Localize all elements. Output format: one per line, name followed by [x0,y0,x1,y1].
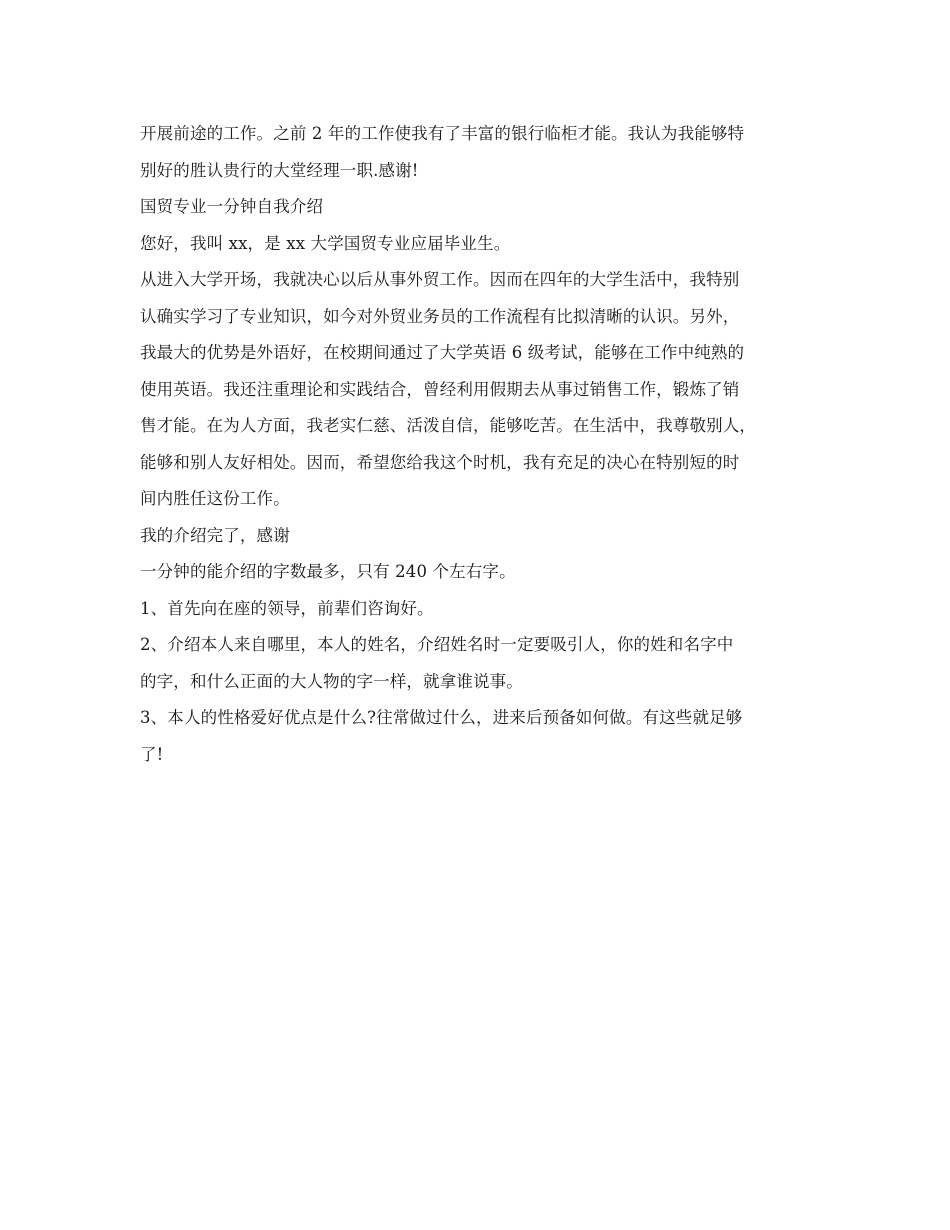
text-line: 间内胜任这份工作。 [140,489,290,508]
list-item: 1、首先向在座的领导，前辈们咨询好。 [140,598,434,618]
list-item-continuation: 的字，和什么正面的大人物的字一样，就拿谁说事。 [140,671,523,691]
text-line: 认确实学习了专业知识，如今对外贸业务员的工作流程有比拟清晰的认识。另外， [140,306,740,326]
document-body [140,116,820,773]
text-line: 别好的胜认贵行的大堂经理一职.感谢! [140,160,419,180]
text-line: 使用英语。我还注重理论和实践结合，曾经利用假期去从事过销售工作，锻炼了销 [140,379,740,399]
text-line: 开展前途的工作。之前 2 年的工作使我有了丰富的银行临柜才能。我认为我能够特 [140,124,745,143]
text-line: 从进入大学开场，我就决心以后从事外贸工作。因而在四年的大学生活中，我特别 [140,270,740,289]
text-line: 售才能。在为人方面，我老实仁慈、活泼自信，能够吃苦。在生活中，我尊敬别人， [140,416,757,435]
text-line: 我最大的优势是外语好，在校期间通过了大学英语 6 级考试，能够在工作中纯熟的 [140,343,745,362]
text-line: 能够和别人友好相处。因而，希望您给我这个时机，我有充足的决心在特别短的时 [140,452,740,472]
text-line: 我的介绍完了，感谢 [140,525,290,545]
text-line: 您好，我叫 xx，是 xx 大学国贸专业应届毕业生。 [140,233,511,253]
section-heading: 国贸专业一分钟自我介绍 [140,197,324,216]
list-item: 3、本人的性格爱好优点是什么?往常做过什么，进来后预备如何做。有这些就足够 [140,708,743,727]
text-line: 一分钟的能介绍的字数最多，只有 240 个左右字。 [140,562,516,581]
list-item: 2、介绍本人来自哪里，本人的姓名，介绍姓名时一定要吸引人，你的姓和名字中 [140,635,734,654]
list-item-continuation: 了! [140,744,164,764]
